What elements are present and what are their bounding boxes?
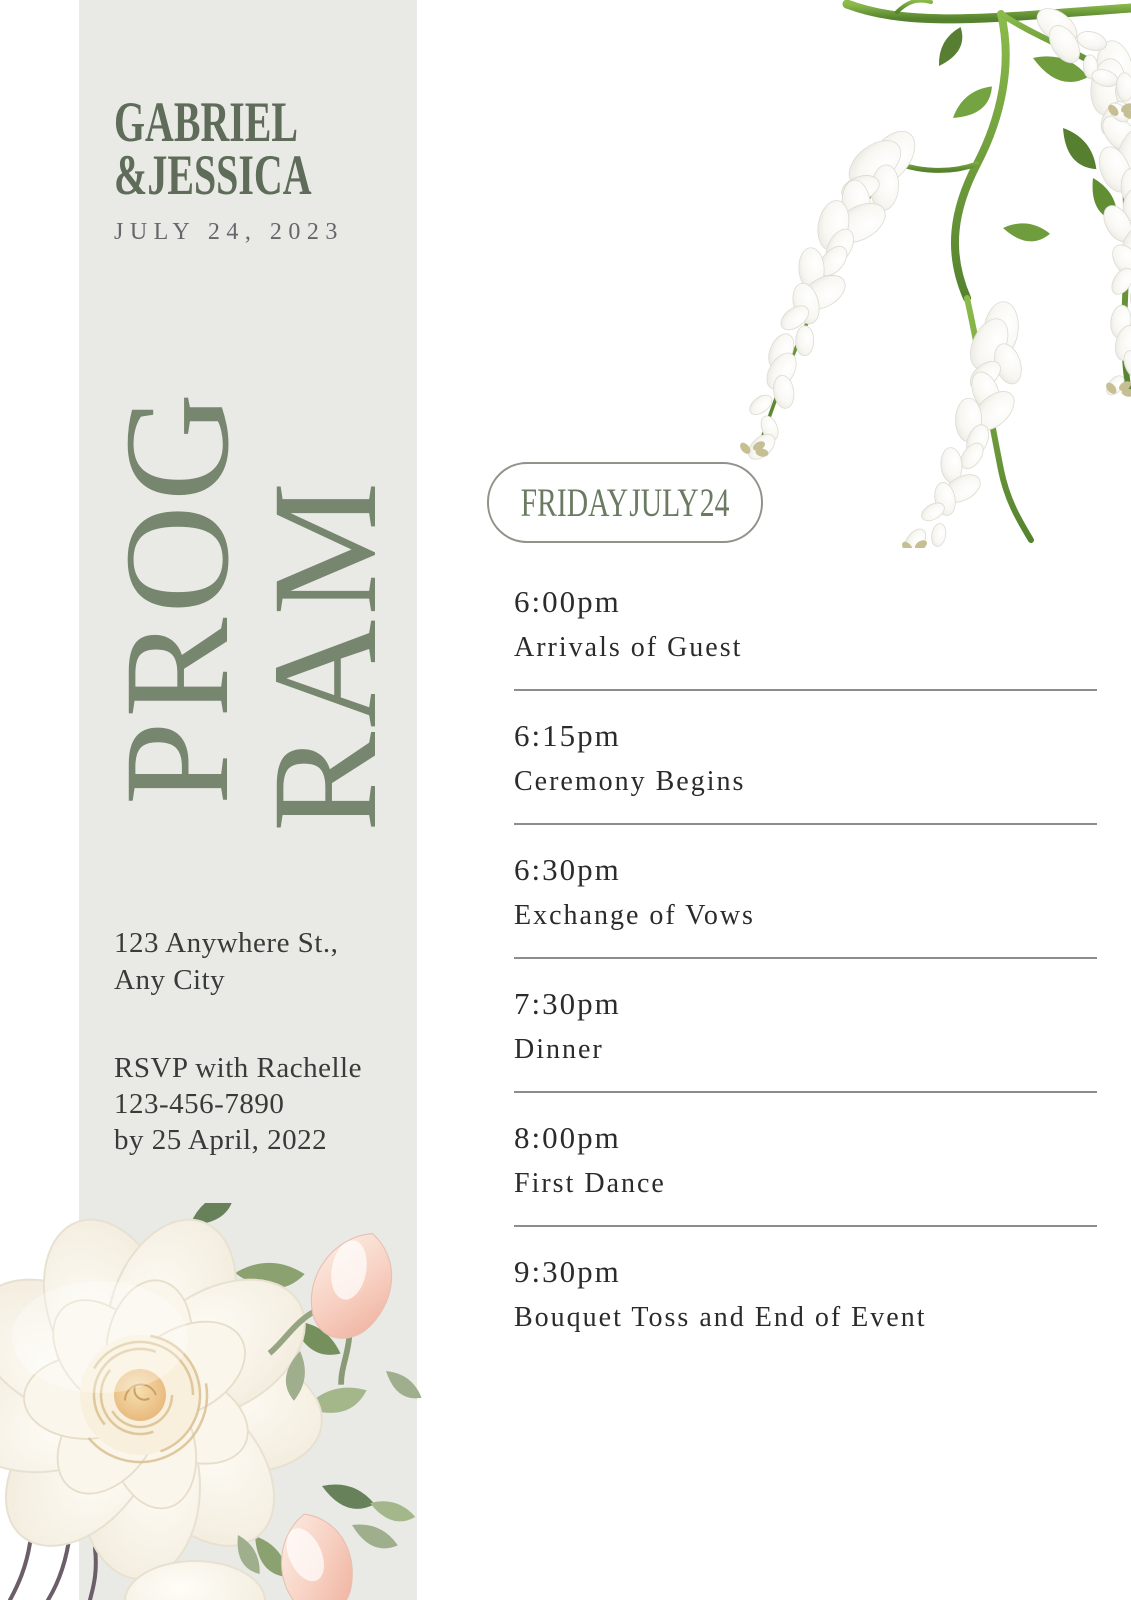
schedule-item bbox=[514, 985, 1097, 1093]
rose-bouquet-image bbox=[0, 1203, 437, 1600]
day-badge-label: FRIDAY JULY 24 bbox=[520, 480, 730, 525]
couple-names bbox=[114, 91, 312, 207]
venue-address bbox=[114, 925, 338, 999]
schedule-time: 6:00pm bbox=[514, 584, 621, 619]
schedule-title: First Dance bbox=[514, 1168, 666, 1199]
wisteria-flower-image bbox=[701, 0, 1131, 548]
schedule-time: 6:15pm bbox=[514, 718, 621, 753]
schedule-title: Exchange of Vows bbox=[514, 900, 755, 931]
schedule-time: 7:30pm bbox=[514, 986, 621, 1021]
address-line1: 123 Anywhere St., bbox=[114, 927, 339, 959]
schedule-list bbox=[514, 583, 1097, 1336]
wedding-date: JULY 24, 2023 bbox=[114, 219, 344, 245]
couple-name-line1: GABRIEL bbox=[114, 91, 299, 154]
address-line2: Any City bbox=[114, 964, 226, 996]
schedule-item bbox=[514, 851, 1097, 959]
rsvp-info bbox=[114, 1050, 362, 1158]
schedule-item bbox=[514, 1253, 1097, 1336]
schedule-time: 8:00pm bbox=[514, 1120, 621, 1155]
schedule-time: 9:30pm bbox=[514, 1254, 621, 1289]
schedule-title: Ceremony Begins bbox=[514, 766, 746, 797]
schedule-title: Dinner bbox=[514, 1034, 604, 1065]
wisteria-cluster bbox=[900, 300, 1026, 548]
schedule-title: Bouquet Toss and End of Event bbox=[514, 1302, 927, 1333]
rsvp-line1: RSVP with Rachelle bbox=[114, 1052, 362, 1084]
schedule-item bbox=[514, 583, 1097, 691]
vertical-title-prog: PROG bbox=[94, 388, 260, 806]
schedule-item bbox=[514, 1119, 1097, 1227]
vertical-title-ram: RAM bbox=[242, 478, 408, 832]
couple-name-line2: & JESSICA bbox=[114, 144, 312, 207]
schedule-title: Arrivals of Guest bbox=[514, 632, 743, 663]
schedule-item bbox=[514, 717, 1097, 825]
white-rose bbox=[0, 1203, 332, 1579]
rsvp-line2: 123-456-7890 bbox=[114, 1088, 285, 1120]
rsvp-line3: by 25 April, 2022 bbox=[114, 1124, 328, 1156]
schedule-time: 6:30pm bbox=[514, 852, 621, 887]
